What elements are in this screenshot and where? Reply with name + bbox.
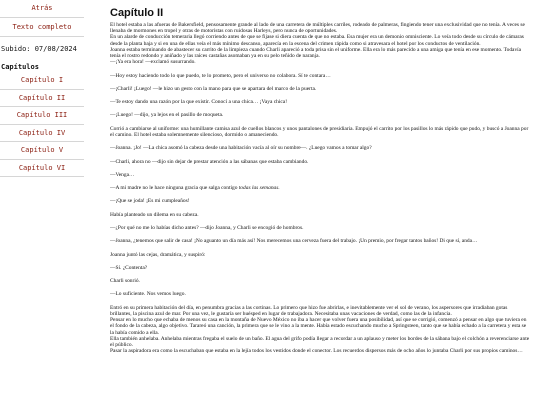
paragraph-text: Entró en su primera habitación del día, en penumbra gracias a las cortinas. Lo primero que hizo fue abrirlas, e inevitablemente ver el sol de verano, los aspersores que irradiaban gotas brillantes, la piscina azul de mar. Por una vez, le gustaría ser huésped en lugar de trabajadora. Necesitaba unas vacaciones de verdad, como las de la infancia. bbox=[110, 304, 508, 317]
full-text-link[interactable]: Texto completo bbox=[0, 18, 84, 37]
paragraph-text: —¡Ya era hora! —exclamó susurrando. bbox=[110, 59, 196, 66]
paragraph bbox=[110, 198, 530, 204]
chapter-content bbox=[110, 6, 530, 405]
paragraph bbox=[110, 47, 530, 59]
paragraph-text: El hotel estaba a las afueras de Bakersfield, pensosamente grande al lado de una carretera de múltiples carriles, rodeado de palmeras, fingiendo tener una exclusividad que no tenía. A veces se llenaba de mormones en tropel y otras de motoristas con ruidosas Harleys, pero nunca de oportunidades. bbox=[110, 22, 525, 35]
paragraph-text: Joanna estaba terminando de abastecer su carrito de la limpieza cuando Charli apareció a toda prisa sin el uniforme. Ella era lo más parecido a una amiga que tenía en ese momento. Todavía tenía el rostro redondo y aniñado y las raíces castañas asomaban ya en su pelo teñido de naranja. bbox=[110, 46, 522, 60]
chapter-link[interactable]: Capítulo II bbox=[0, 90, 84, 108]
back-link[interactable]: Atrás bbox=[0, 0, 84, 18]
chapter-title: Capítulo II bbox=[110, 7, 164, 19]
paragraph-text: Corrió a cambiarse al uniforme: una humillante camisa azul de cuellos blancos y unos pantalones de presidiaria. Empujó el carrito por los pasillos lo más rápido que pudo, y buscó a Joanna por el camino. El hotel estaba solemnemente silencioso, dormido o amaneciendo. bbox=[110, 125, 529, 138]
paragraph bbox=[110, 336, 530, 348]
paragraph bbox=[110, 238, 530, 244]
paragraph-text: Ella también anhelaba. Anhelaba mientras fregaba el suelo de un baño. El agua del grifo podía llegar a recordar a un aplauso y meter los bordes de la sábana bajo el colchón a reverenciarse ante el público. bbox=[110, 335, 530, 348]
paragraph-text: —¡Luego! —dijo, ya lejos en el pasillo de moqueta. bbox=[110, 112, 224, 119]
paragraph-text: —¿Por qué no me lo habías dicho antes? —dijo Joanna, y Charli se encogió de hombros. bbox=[110, 224, 304, 231]
paragraph bbox=[110, 291, 530, 297]
paragraph bbox=[110, 112, 530, 118]
paragraph bbox=[110, 59, 530, 65]
paragraph-text: —Lo suficiente. Nos vemos luego. bbox=[110, 291, 186, 298]
paragraph-text: —Joanna. ¡Jo! —La chica asomó la cabeza desde una habitación vacía al oír su nombre—. ¿Luego vamos a tomar algo? bbox=[110, 145, 372, 152]
paragraph bbox=[110, 159, 530, 165]
chapter-link[interactable]: Capítulo V bbox=[0, 142, 84, 160]
sidebar bbox=[0, 0, 84, 405]
paragraph bbox=[110, 99, 530, 105]
paragraph-text: —Sí. ¿Contenta? bbox=[110, 264, 148, 271]
paragraph bbox=[110, 317, 530, 336]
chapter-link[interactable]: Capítulo VI bbox=[0, 160, 84, 178]
paragraph bbox=[110, 172, 530, 178]
paragraph bbox=[110, 265, 530, 271]
paragraph bbox=[110, 185, 530, 191]
chapter-body bbox=[110, 22, 530, 354]
paragraph-text: —Venga… bbox=[110, 171, 135, 178]
paragraph bbox=[110, 252, 530, 258]
paragraph bbox=[110, 73, 530, 79]
italic-text: todas las semanas. bbox=[238, 185, 280, 192]
paragraph bbox=[110, 278, 530, 284]
paragraph bbox=[110, 348, 530, 354]
paragraph-text: Había planteado un dilema en su cabeza. bbox=[110, 211, 199, 218]
paragraph bbox=[110, 305, 530, 317]
paragraph bbox=[110, 34, 530, 46]
paragraph-text: Charli sonrió. bbox=[110, 278, 140, 285]
paragraph bbox=[110, 126, 530, 138]
paragraph-text: En un alarde de conducción temeraria llegó corriendo antes de que se fijase si diera cuenta de que no estaba. Esa mujer era un demonio omnisciente. Lo veía todo desde su círculo de cámaras desde la planta baja y si en una de ellas veía el más mínimo descanso, aparecía en la escena del crimen rápida como si atravesara el hotel por los conductos de ventilación. bbox=[110, 34, 524, 47]
chapters-heading: Capítulos bbox=[1, 63, 39, 71]
paragraph bbox=[110, 212, 530, 218]
chapter-link[interactable]: Capítulo I bbox=[0, 72, 84, 90]
paragraph-text: —¡Que se joda! ¡Es mi cumpleaños! bbox=[110, 198, 190, 205]
paragraph-text: —Te estoy dando una razón por la que existir. Conocí a una chica… ¡Vaya chica! bbox=[110, 99, 288, 106]
paragraph bbox=[110, 22, 530, 34]
paragraph bbox=[110, 225, 530, 231]
paragraph bbox=[110, 145, 530, 151]
paragraph-text: —¡Charli! ¡Luego! —le hizo un gesto con la mano para que se apartara del marco de la puerta. bbox=[110, 85, 317, 92]
chapter-link[interactable]: Capítulo III bbox=[0, 107, 84, 125]
paragraph-text: Joanna juntó las cejas, dramática, y suspiró: bbox=[110, 251, 206, 258]
paragraph-text: Pensar en lo mucho que echaba de menos su casa en la montaña de Nuevo México no iba a hacer que volver fuera una posibilidad, así que se corrigió, comenzó a pensar en algo que tuviera en el fondo de la cabeza, algo objetivo. Tarareó una canción, la primera que se le vino a la mente. Había estado escuchando mucho a Springsteen, tanto que se había echado a la carretera y esta se la había comido a ella. bbox=[110, 317, 527, 336]
paragraph-text: —Hoy estoy haciendo todo lo que puedo, te lo prometo, pero el universo no colabora. Sí te contara… bbox=[110, 72, 331, 79]
upload-date: Subido: 07/08/2024 bbox=[1, 45, 77, 53]
chapter-link[interactable]: Capítulo IV bbox=[0, 125, 84, 143]
chapter-list bbox=[0, 72, 84, 177]
paragraph-text: —Joanna, ¿tenemos que salir de casa! ¡No aguanto un día más así! Nos merecemos una cerveza fuera del trabajo. ¡Un premio, por fregar tantos baños! Di que sí, anda… bbox=[110, 238, 478, 245]
paragraph bbox=[110, 86, 530, 92]
paragraph-text: —Charli, ahora no —dijo sin dejar de prestar atención a las sábanas que estaba cambiando. bbox=[110, 158, 309, 165]
paragraph-text: —A mi madre no le hace ninguna gracia que salga contigo bbox=[110, 185, 239, 192]
paragraph-text: Pasar la aspiradora era como la escuchaban que estaba en la lejía todos los vestidos donde el conector. Los recuerdos dispersos más de ocho años lo juntaba Charli por sus propios caminos… bbox=[110, 348, 523, 355]
